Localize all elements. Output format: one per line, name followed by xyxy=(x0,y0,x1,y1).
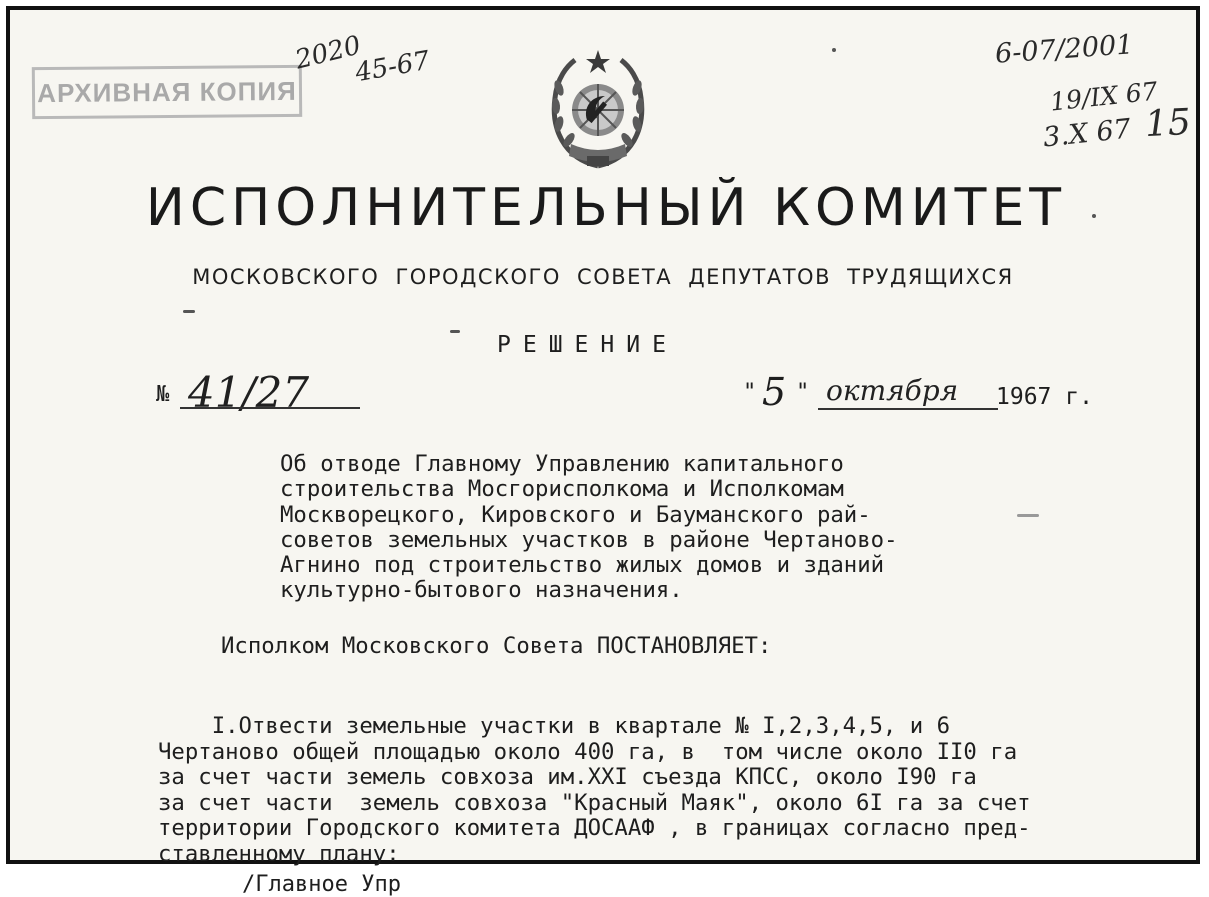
scan-speck xyxy=(183,310,195,313)
decision-body xyxy=(158,714,1031,867)
scan-speck xyxy=(1017,514,1039,517)
subject-line: Агнино под строительство жилых домов и зданий xyxy=(280,552,885,579)
handwritten-note: 3.X 67 xyxy=(1041,113,1133,154)
subject-line: Москворецкого, Кировского и Бауманского рай- xyxy=(280,501,871,528)
subject-line: культурно-бытового назначения. xyxy=(280,577,683,604)
body-line: за счет части земель совхоза "Красный Маяк", около 6I га за счет xyxy=(158,789,1031,816)
subject-line: советов земельных участков в районе Чертаново- xyxy=(280,526,898,553)
archive-copy-stamp: АРХИВНАЯ КОПИЯ xyxy=(32,65,302,119)
number-underline xyxy=(180,407,360,409)
handwritten-note: 15 xyxy=(1143,101,1192,146)
date-day: 5 xyxy=(762,370,787,414)
date-underline xyxy=(818,408,998,410)
date-quote-open: " xyxy=(743,380,757,405)
subject-line: строительства Мосгорисполкома и Исполкомам xyxy=(280,476,844,503)
scan-speck xyxy=(832,48,836,52)
number-label: № xyxy=(156,382,170,407)
document-page xyxy=(6,6,1200,897)
handwritten-note: 19/IX 67 xyxy=(1048,76,1159,117)
state-emblem-icon xyxy=(543,48,653,174)
decision-subject xyxy=(280,452,898,604)
handwritten-note: 45-67 xyxy=(352,45,432,89)
body-line: Чертаново общей площадью около 400 га, в том числе около II0 га xyxy=(158,738,1018,765)
cut-off-text: /Главное Упр xyxy=(242,872,401,897)
body-line: I.Отвести земельные участки в квартале № I,2,3,4,5, и 6 xyxy=(158,713,951,739)
body-line: за счет части земель совхоза им.XXI съезда КПСС, около I90 га xyxy=(158,764,977,790)
scan-speck xyxy=(450,330,460,333)
document-title: ИСПОЛНИТЕЛЬНЫЙ КОМИТЕТ xyxy=(145,178,1067,238)
body-line: ставленному плану: xyxy=(158,840,400,867)
body-line: территории Городского комитета ДОСААФ , в границах согласно пред- xyxy=(158,815,1031,841)
handwritten-note: 2020 xyxy=(292,30,364,76)
decision-number: 41/27 xyxy=(188,368,310,417)
scan-speck xyxy=(1092,214,1096,218)
handwritten-note: 6-07/2001 xyxy=(994,29,1135,70)
date-year: 1967 г. xyxy=(996,384,1093,410)
subject-line: Об отводе Главному Управлению капитального xyxy=(280,451,844,477)
document-subtitle: МОСКОВСКОГО ГОРОДСКОГО СОВЕТА ДЕПУТАТОВ ТРУДЯЩИХСЯ xyxy=(192,265,1014,289)
date-quote-close: " xyxy=(796,380,810,405)
document-type: РЕШЕНИЕ xyxy=(497,332,678,358)
date-month: октября xyxy=(826,374,959,407)
preamble: Исполком Московского Совета ПОСТАНОВЛЯЕТ: xyxy=(221,633,772,659)
